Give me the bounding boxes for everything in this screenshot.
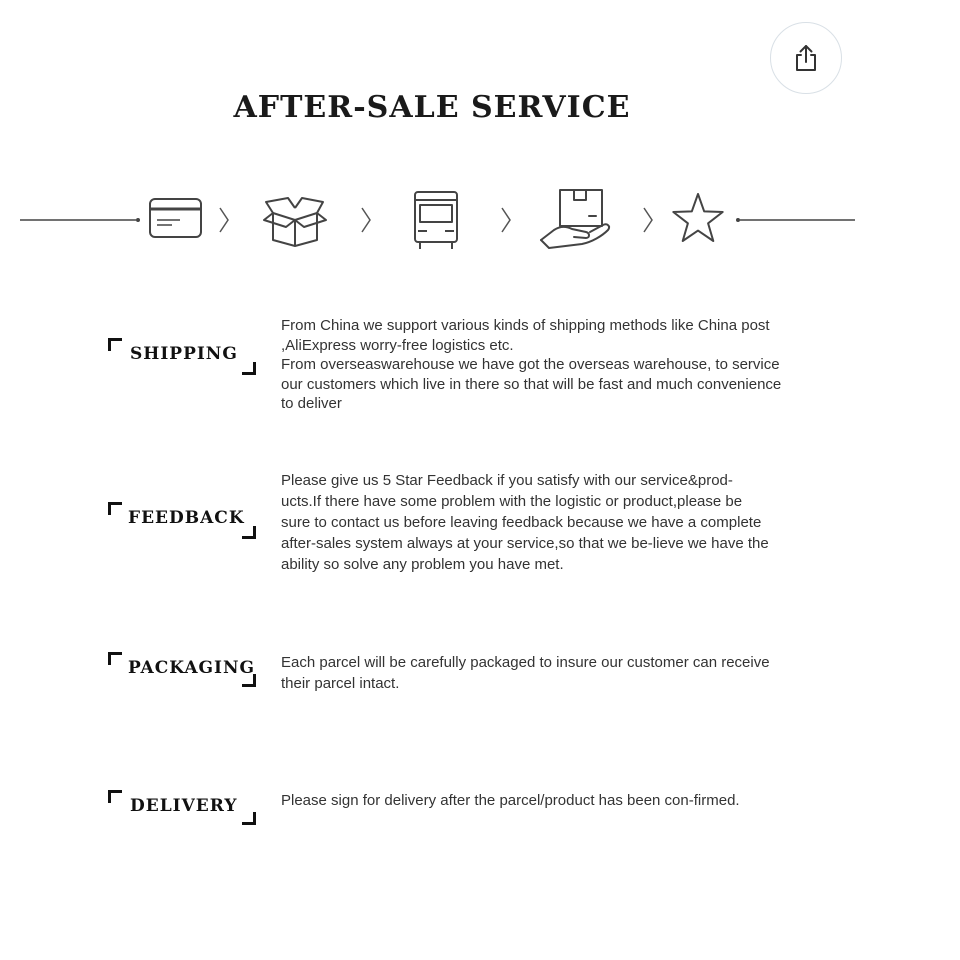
packaging-text: Each parcel will be carefully packaged to insure our customer can receive their parcel intact. — [281, 654, 770, 692]
shipping-line-china: From China we support various kinds of shipping methods like China post ,AliExpress worry-free logistics etc. — [281, 317, 770, 354]
chevron-right-icon — [362, 208, 370, 232]
shipping-label — [108, 338, 258, 378]
star-icon — [673, 194, 722, 241]
delivery-text: Please sign for delivery after the parcel/product has been con-firmed. — [281, 792, 740, 809]
process-steps — [0, 180, 870, 260]
share-button[interactable] — [770, 22, 842, 94]
bracket-top-left — [108, 790, 122, 803]
bracket-top-left — [108, 502, 122, 515]
left-connector-dot — [136, 218, 140, 222]
shipping-line-overseas: From overseaswarehouse we have got the overseas warehouse, to service our customers which live in there so that will be fast and much convenience to deliver — [281, 356, 782, 412]
feedback-text: Please give us 5 Star Feedback if you satisfy with our service&prod-ucts.If there have some problem with the logistic or product,please be sure to contact us before leaving feedback because we have a complete after-sales system always at your service,so that we be-lieve we have the ability so solve any problem you have met. — [281, 472, 769, 573]
right-connector-dot — [736, 218, 740, 222]
credit-card-icon — [150, 199, 201, 237]
delivery-truck-icon — [415, 192, 457, 249]
bracket-top-left — [108, 338, 122, 351]
delivery-label — [108, 790, 258, 830]
bracket-bottom-right — [242, 362, 256, 375]
feedback-description — [281, 470, 771, 575]
delivery-label-text: DELIVERY — [130, 796, 238, 816]
bracket-bottom-right — [242, 812, 256, 825]
packaging-description — [281, 652, 771, 694]
feedback-label — [108, 502, 258, 542]
chevron-right-icon — [220, 208, 228, 232]
packaging-label — [108, 652, 258, 692]
delivery-description — [281, 790, 741, 811]
hand-holding-package-icon — [541, 190, 609, 248]
share-icon — [790, 42, 822, 74]
feedback-label-text: FEEDBACK — [128, 508, 245, 528]
open-box-icon — [264, 198, 326, 246]
page-title: AFTER-SALE SERVICE — [233, 90, 631, 125]
shipping-label-text: SHIPPING — [130, 344, 238, 364]
shipping-description — [281, 316, 791, 414]
bracket-bottom-right — [242, 674, 256, 687]
packaging-label-text: PACKAGING — [128, 658, 256, 678]
chevron-right-icon — [644, 208, 652, 232]
bracket-bottom-right — [242, 526, 256, 539]
chevron-right-icon — [502, 208, 510, 232]
bracket-top-left — [108, 652, 122, 665]
